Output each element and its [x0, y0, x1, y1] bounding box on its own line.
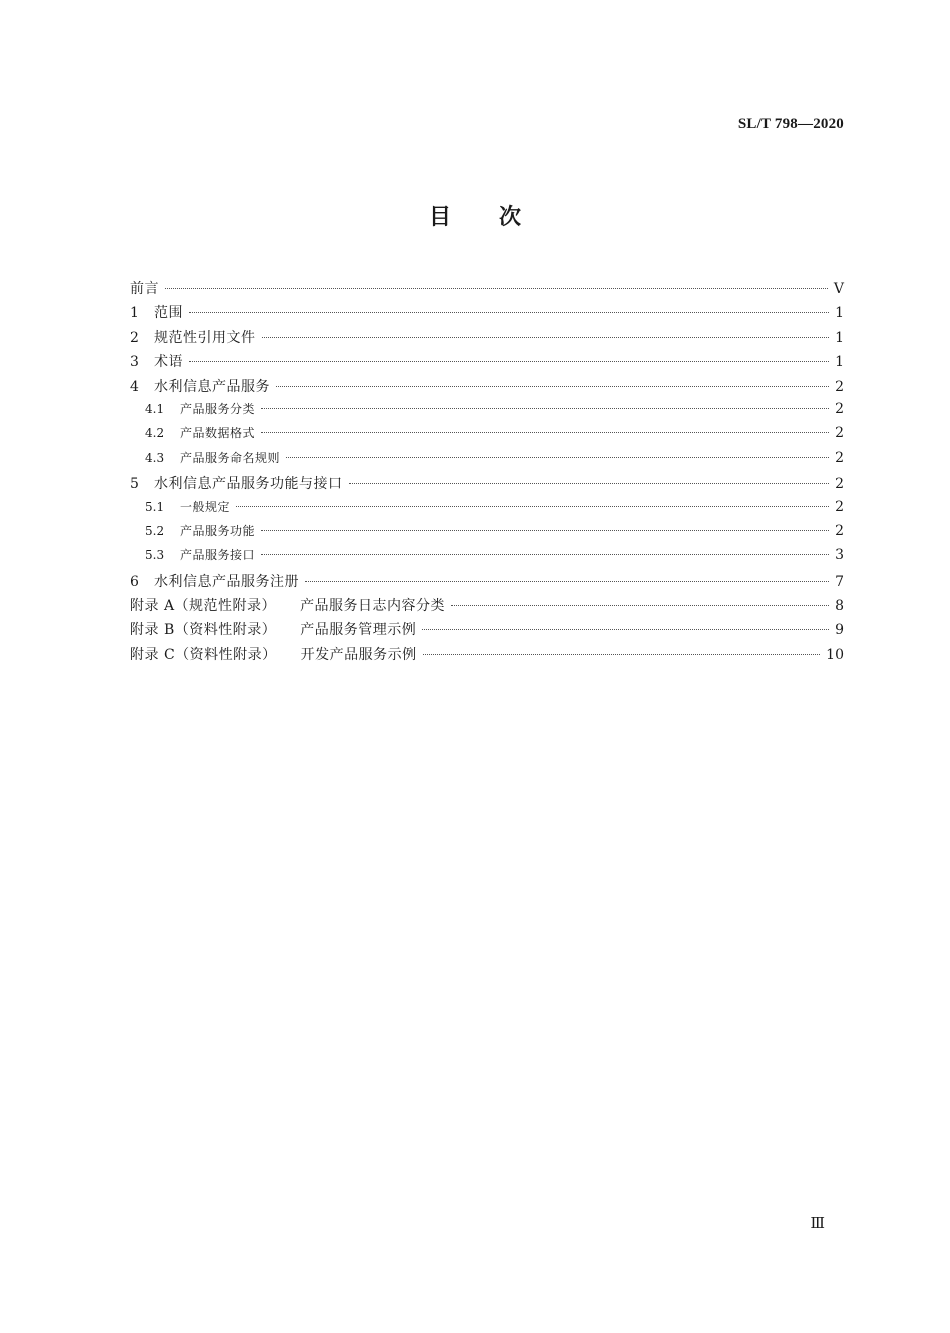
- toc-entry-5-1[interactable]: [130, 498, 844, 522]
- toc-page-number: 10: [826, 646, 844, 663]
- toc-entry-number: 5.3: [145, 548, 165, 563]
- toc-leader: [423, 654, 821, 655]
- toc-entry-number: 4: [130, 378, 139, 395]
- page-folio: Ⅲ: [810, 1216, 825, 1232]
- table-of-contents: [130, 278, 844, 668]
- toc-entry-label: 产品服务命名规则: [180, 450, 281, 465]
- toc-page-number: 2: [835, 378, 844, 395]
- toc-entry-label: 开发产品服务示例: [300, 646, 417, 663]
- toc-entry-number: 4.3: [145, 450, 165, 465]
- page-title: [0, 200, 950, 231]
- toc-entry-2[interactable]: [130, 327, 844, 351]
- toc-leader: [261, 408, 829, 409]
- toc-entry-label: 范围: [154, 305, 183, 322]
- toc-entry-label: 水利信息产品服务功能与接口: [154, 476, 343, 493]
- toc-leader: [451, 605, 829, 606]
- toc-page-number: Ⅴ: [833, 281, 844, 297]
- toc-entry-label: 术语: [154, 354, 183, 371]
- toc-entry-label: 产品服务管理示例: [300, 622, 417, 639]
- toc-entry-1[interactable]: [130, 302, 844, 326]
- toc-page-number: 7: [835, 573, 844, 590]
- standard-number: SL/T 798—2020: [737, 116, 844, 132]
- toc-entry-number: 4.1: [145, 401, 165, 416]
- toc-leader: [261, 530, 829, 531]
- toc-page-number: 2: [835, 449, 844, 466]
- toc-entry-foreword[interactable]: [130, 278, 844, 302]
- toc-leader: [189, 361, 829, 362]
- toc-entry-label: 产品服务分类: [180, 401, 256, 416]
- toc-entry-label: 规范性引用文件: [154, 329, 256, 346]
- toc-page-number: 9: [835, 622, 844, 639]
- toc-entry-label: 水利信息产品服务注册: [154, 573, 299, 590]
- toc-entry-number: 2: [130, 329, 139, 346]
- toc-page-number: 1: [835, 354, 844, 371]
- toc-entry-appendix-c[interactable]: [130, 644, 844, 668]
- toc-appendix-prefix: 附录 B（资料性附录）: [130, 622, 277, 639]
- toc-entry-appendix-b[interactable]: [130, 619, 844, 643]
- toc-entry-4[interactable]: [130, 376, 844, 400]
- toc-entry-number: 5: [130, 476, 139, 493]
- toc-entry-label: 前言: [130, 281, 159, 297]
- toc-entry-4-1[interactable]: [130, 400, 844, 424]
- toc-entry-label: 一般规定: [180, 499, 231, 514]
- toc-entry-label: 水利信息产品服务: [154, 378, 270, 395]
- toc-leader: [236, 506, 829, 507]
- toc-entry-number: 1: [130, 305, 139, 322]
- toc-page-number: 2: [835, 400, 844, 417]
- toc-entry-4-2[interactable]: [130, 424, 844, 448]
- toc-page-number: 2: [835, 425, 844, 442]
- toc-page-number: 2: [835, 498, 844, 515]
- toc-appendix-prefix: 附录 A（规范性附录）: [130, 598, 277, 615]
- toc-leader: [261, 432, 829, 433]
- toc-entry-6[interactable]: [130, 571, 844, 595]
- toc-leader: [305, 581, 829, 582]
- toc-leader: [165, 288, 828, 289]
- toc-entry-5-2[interactable]: [130, 522, 844, 546]
- page-title-char-1: 目: [428, 205, 451, 230]
- toc-page-number: 1: [835, 305, 844, 322]
- toc-entry-label: 产品服务接口: [180, 548, 256, 563]
- toc-leader: [349, 483, 830, 484]
- toc-entry-5-3[interactable]: [130, 546, 844, 570]
- toc-entry-label: 产品服务功能: [180, 523, 256, 538]
- toc-leader: [262, 337, 830, 338]
- toc-page-number: 8: [835, 598, 844, 615]
- toc-entry-label: 产品数据格式: [180, 426, 256, 441]
- toc-leader: [261, 554, 829, 555]
- toc-appendix-prefix: 附录 C（资料性附录）: [130, 646, 277, 663]
- toc-leader: [286, 457, 829, 458]
- toc-leader: [276, 386, 829, 387]
- toc-entry-3[interactable]: [130, 351, 844, 375]
- page-title-char-2: 次: [499, 205, 522, 230]
- toc-entry-number: 6: [130, 573, 139, 590]
- toc-entry-appendix-a[interactable]: [130, 595, 844, 619]
- toc-entry-number: 3: [130, 354, 139, 371]
- toc-page-number: 2: [835, 476, 844, 493]
- toc-leader: [189, 312, 829, 313]
- toc-entry-4-3[interactable]: [130, 449, 844, 473]
- toc-entry-5[interactable]: [130, 473, 844, 497]
- toc-page-number: 2: [835, 522, 844, 539]
- toc-page-number: 1: [835, 329, 844, 346]
- toc-entry-number: 5.1: [145, 499, 165, 514]
- toc-entry-label: 产品服务日志内容分类: [300, 598, 446, 615]
- toc-entry-number: 5.2: [145, 523, 165, 538]
- toc-entry-number: 4.2: [145, 426, 165, 441]
- toc-leader: [422, 629, 829, 630]
- toc-page-number: 3: [835, 547, 844, 564]
